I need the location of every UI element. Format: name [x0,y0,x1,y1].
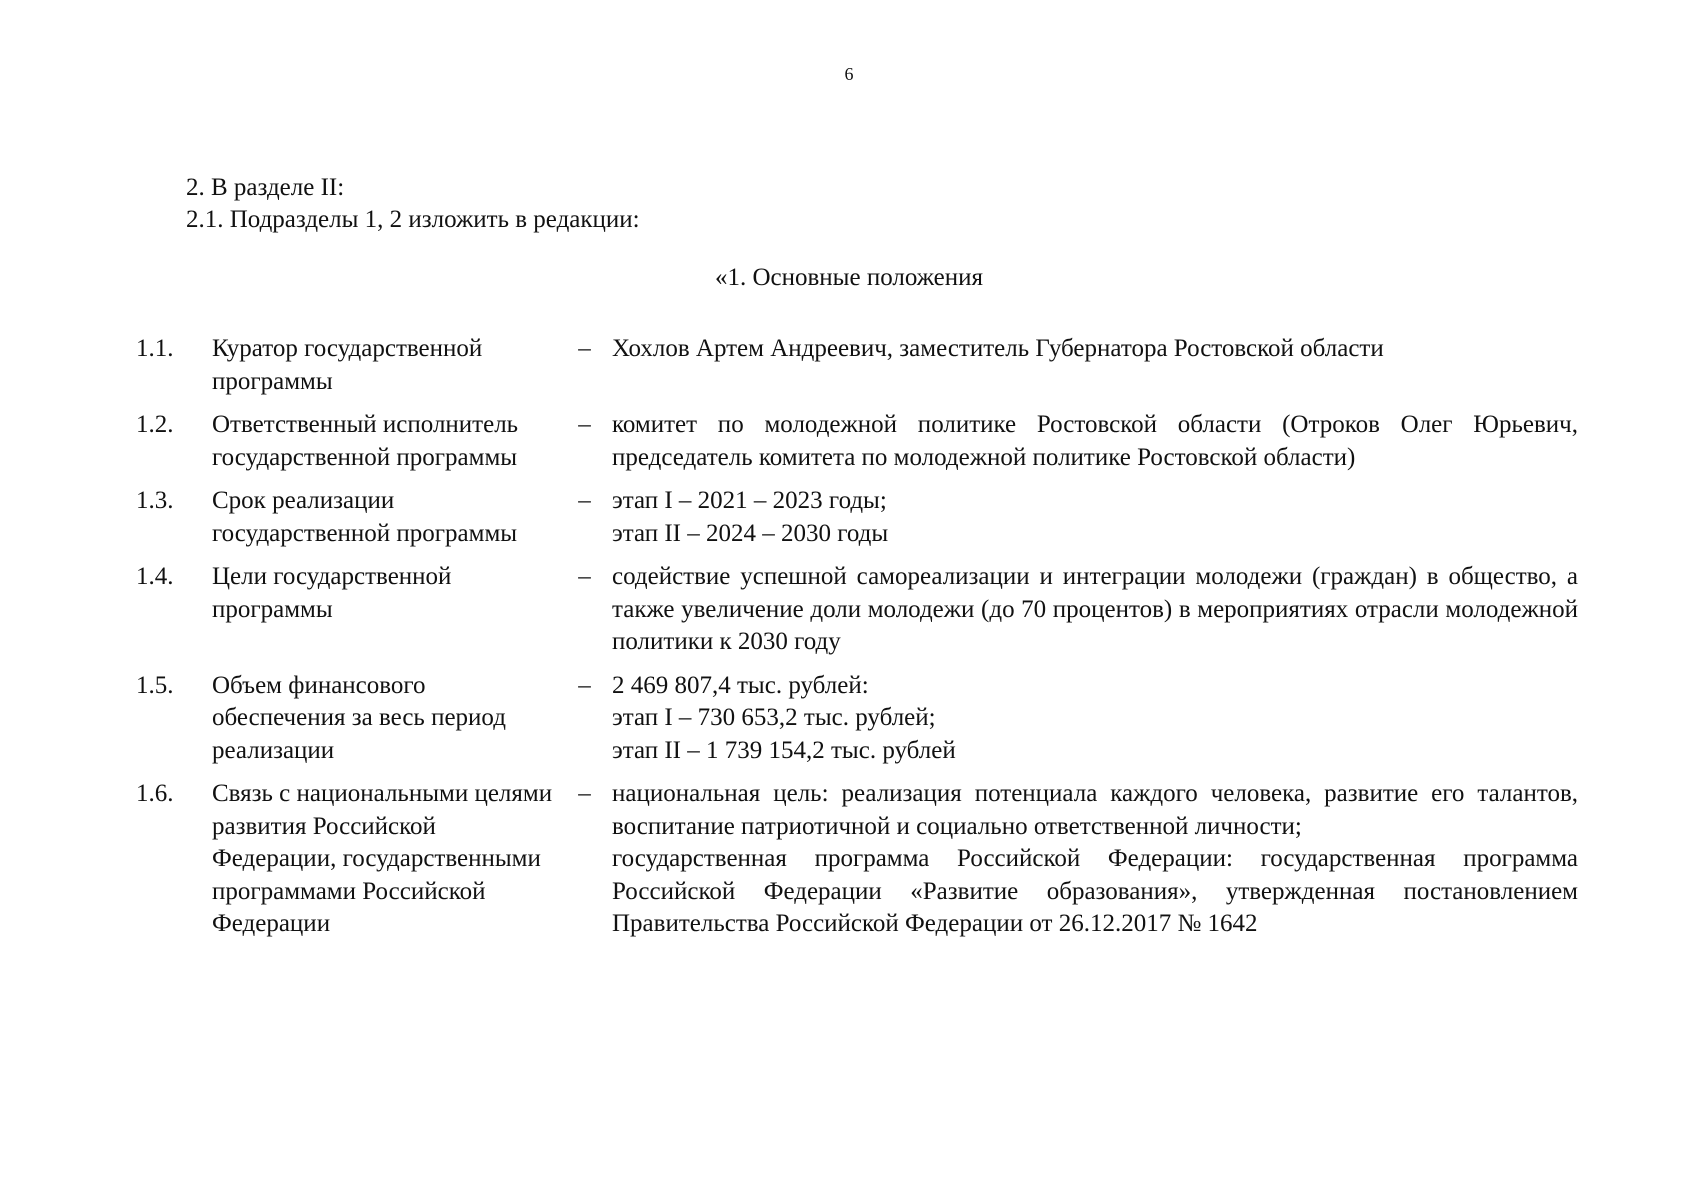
table-row [136,409,1578,485]
row-value [612,485,1578,561]
row-value [612,409,1578,485]
table-row [136,333,1578,409]
section-title: «1. Основные положения [714,264,984,291]
row-value-line: 2 469 807,4 тыс. рублей: [612,671,869,699]
row-dash: – [578,780,591,807]
table-row [136,485,1578,561]
row-label: Ответственный исполнитель государственной программы [212,411,519,471]
row-value-line: этап II – 2024 – 2030 годы [612,519,889,547]
row-value-line: Хохлов Артем Андреевич, заместитель Губернатора Ростовской области [612,335,1384,362]
row-value-line: содействие успешной самореализации и интеграции молодежи (граждан) в общество, а также увеличение доли молодежи (до 70 процентов) в мероприятиях отрасли молодежной политики к 2030 году [612,563,1578,655]
intro-line-section: 2. В разделе II: [186,174,345,201]
table-row [136,670,1578,779]
table-row [136,778,1578,952]
row-value-line: национальная цель: реализация потенциала каждого человека, развитие его талантов, воспитание патриотичной и социально ответственной личности; [612,780,1578,840]
intro-line-subsection: 2.1. Подразделы 1, 2 изложить в редакции: [186,206,640,233]
row-dash: – [578,335,591,362]
row-label: Цели государственной программы [212,563,452,623]
row-label: Связь с национальными целями развития Российской Федерации, государственными программами Российской Федерации [212,780,553,937]
intro-block [186,172,640,236]
row-number: 1.2. [136,411,174,438]
row-dash: – [578,671,591,699]
row-value-line: этап II – 1 739 154,2 тыс. рублей [612,736,956,764]
page-number: 6 [844,64,854,84]
row-value-line: государственная программа Российской Федерации: государственная программа Российской Федерации «Развитие образования», утвержденная постановлением Правительства Российской Федерации от 26.12.2017 № 1642 [612,845,1578,937]
row-dash: – [578,563,591,590]
row-value-line: этап I – 730 653,2 тыс. рублей; [612,704,936,731]
row-value [612,778,1578,952]
row-number: 1.5. [136,671,174,699]
row-number: 1.6. [136,780,174,807]
row-label: Срок реализации государственной программы [212,487,518,547]
row-dash: – [578,487,591,514]
table-row [136,561,1578,670]
row-number: 1.1. [136,335,174,362]
row-number: 1.3. [136,487,174,514]
row-label: Объем финансового обеспечения за весь период реализации [212,671,506,764]
row-dash: – [578,411,591,438]
row-value [612,670,1578,779]
passport-table [136,333,1578,952]
row-value [612,333,1578,409]
row-value [612,561,1578,670]
row-value-line: этап I – 2021 – 2023 годы; [612,487,887,514]
row-number: 1.4. [136,563,174,590]
row-value-line: комитет по молодежной политике Ростовской области (Отроков Олег Юрьевич, председатель комитета по молодежной политике Ростовской области) [612,411,1578,471]
row-label: Куратор государственной программы [212,335,483,395]
